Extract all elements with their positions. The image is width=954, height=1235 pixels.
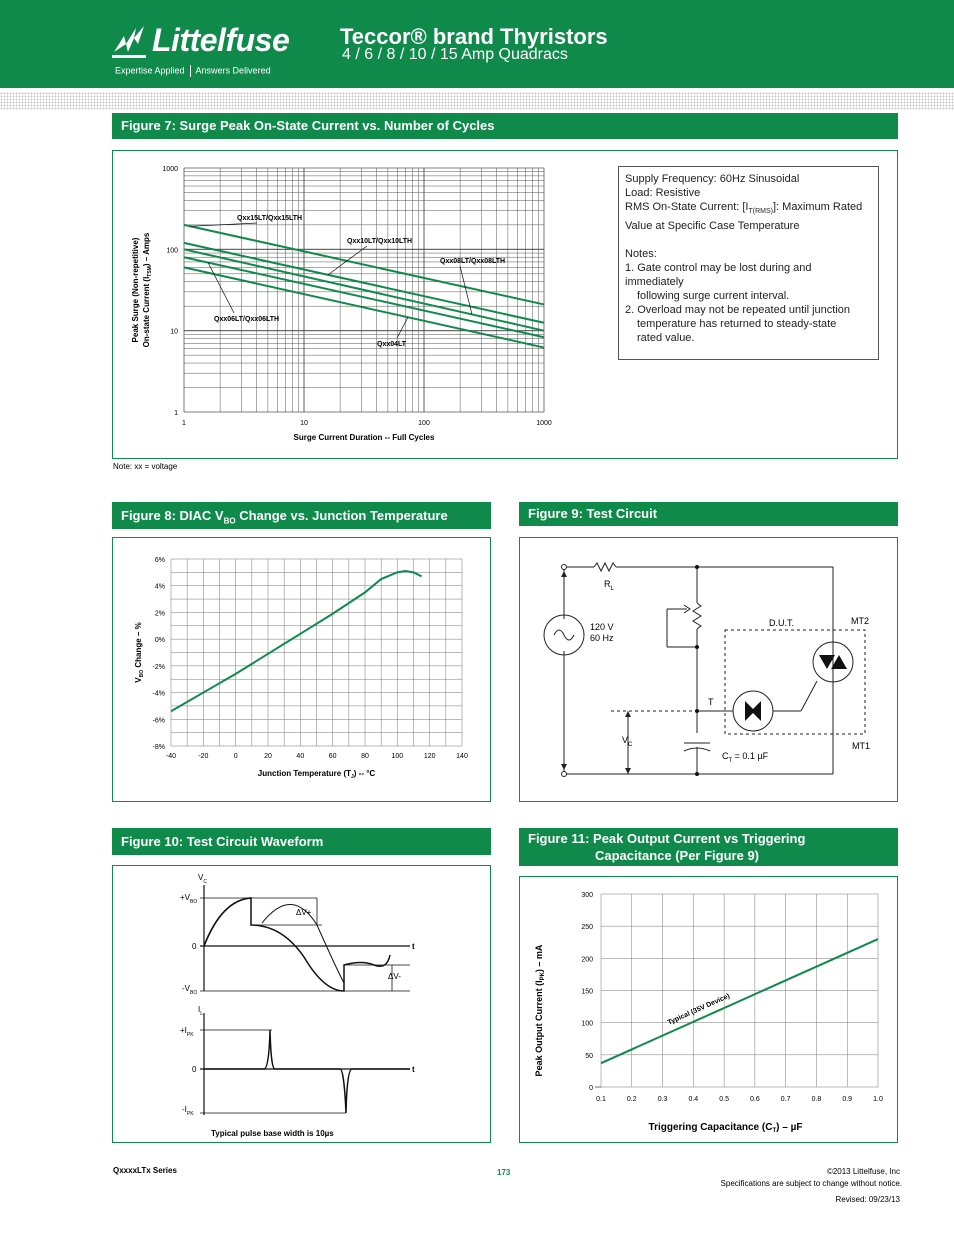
arrow-up-icon [561, 571, 567, 577]
footer-copyright: ©2013 Littelfuse, Inc [826, 1167, 900, 1176]
dut-label: D.U.T. [769, 618, 795, 628]
y-tick-label: 0% [154, 637, 165, 645]
y-tick-label: 0 [589, 1085, 593, 1092]
x-tick-label: 10 [300, 420, 308, 427]
y-tick-label: -6% [152, 717, 165, 725]
tagline-left: Expertise Applied [115, 65, 185, 76]
fig8-title [112, 502, 491, 529]
y-tick-label: 50 [585, 1052, 593, 1060]
vc-label: $V_C$ [198, 873, 207, 885]
ct-label: $C_T = 0.1$ µF [722, 751, 769, 764]
y-tick-label: -8% [152, 744, 165, 751]
y-tick-label: 300 [581, 892, 593, 899]
x-tick-label: 0.6 [750, 1096, 760, 1103]
x-tick-label: 100 [391, 753, 404, 760]
series-line [184, 243, 544, 323]
x-tick-label: -40 [165, 753, 177, 760]
y-tick-label: 6% [154, 557, 165, 564]
note-line: 1. Gate control may be lost during and immediately [625, 262, 812, 289]
y-tick-label: 4% [154, 583, 165, 591]
junction-dot-icon [695, 645, 699, 649]
x-axis-label: Surge Current Duration -- Full Cycles [293, 433, 435, 442]
vc-label: $V_C$ [622, 735, 633, 748]
y-tick-label: 1 [174, 410, 178, 417]
terminal-icon [562, 772, 567, 777]
y-axis-label-part: V [134, 677, 143, 683]
dv-pos-label: ΔV+ [296, 908, 312, 917]
x-tick-label: 0.9 [842, 1096, 853, 1103]
x-tick-label: 60 [328, 753, 337, 760]
page-subtitle: 4 / 6 / 8 / 10 / 15 Amp Quadracs [342, 46, 568, 63]
rl-resistor-icon [594, 563, 616, 571]
tagline-right: Answers Delivered [195, 65, 271, 76]
mt1-label: MT1 [852, 741, 870, 751]
fig7-note-voltage: Note: xx = voltage [113, 462, 178, 471]
note-sub: T(RMS) [748, 208, 773, 216]
arrow-up-icon [625, 711, 631, 717]
x-axis-label-part: ) -- °C [353, 769, 376, 778]
il-label: $I_L$ [198, 1005, 204, 1017]
mt2-label: MT2 [851, 616, 869, 626]
y-axis-label-group [534, 944, 546, 1076]
y-axis-label-part: Change – % [134, 622, 143, 670]
x-tick-label: 140 [456, 753, 468, 760]
x-axis-label [649, 1122, 803, 1134]
current-waveform [204, 1030, 410, 1113]
vbo-pos-label: $+V_{BO}$ [180, 893, 198, 905]
x-tick-label: 0.3 [657, 1096, 668, 1103]
fig11-title-line2: Capacitance (Per Figure 9) [595, 848, 759, 863]
note-line [625, 200, 872, 219]
x-tick-label: 0.7 [780, 1096, 791, 1103]
fig11-chart [519, 876, 898, 1143]
series-label: Qxx06LT/Qxx06LTH [214, 316, 280, 323]
dotted-divider [0, 92, 954, 110]
fig8-title-sub: BO [223, 516, 236, 526]
dv-neg-label: ΔV- [388, 972, 401, 981]
arrow-down-icon [561, 764, 567, 770]
source-frequency-label: 60 Hz [590, 633, 614, 643]
t-label: T [708, 697, 714, 707]
x-tick-label: 0.1 [596, 1096, 606, 1103]
junction-dot-icon [695, 709, 699, 713]
x-tick-label: 120 [423, 753, 436, 760]
littelfuse-logo-icon [112, 22, 148, 60]
terminal-icon [562, 565, 567, 570]
x-tick-label: 0 [233, 753, 238, 760]
y-axis-label: Peak Surge (Non-repetitive) [131, 237, 140, 343]
y-tick-label: 1000 [162, 166, 178, 173]
y-axis-label-part: ) – Amps [142, 232, 151, 267]
series-line [171, 571, 422, 711]
t-label: t [412, 1065, 415, 1074]
note-line: following surge current interval. [637, 290, 790, 303]
voltage-waveform [204, 898, 251, 946]
fig8-title-a: Figure 8: DIAC V [121, 508, 224, 523]
note-text: ]: Maximum Rated [772, 201, 863, 213]
note-line: temperature has returned to steady-state [637, 318, 837, 331]
fig10-caption: Typical pulse base width is 10µs [211, 1129, 334, 1138]
x-axis-label [258, 769, 376, 780]
y-axis-label-sub: PK [540, 972, 546, 981]
zero-label: 0 [192, 942, 197, 951]
x-tick-label: 20 [264, 753, 272, 760]
y-tick-label: 10 [170, 328, 178, 336]
y-axis-label-sub: TSM [147, 266, 153, 277]
leader-line [208, 263, 234, 313]
wire [801, 681, 817, 711]
page-number: 173 [497, 1168, 511, 1177]
footer-series: QxxxxLTx Series [113, 1166, 177, 1175]
page-title: Teccor® brand Thyristors [340, 24, 608, 49]
diac-triangle-icon [751, 701, 761, 721]
y-axis-label-part: On-state Current (I [142, 276, 151, 348]
x-tick-label: 0.5 [719, 1096, 729, 1103]
x-tick-label: 0.2 [626, 1096, 637, 1103]
note-line: Load: Resistive [625, 187, 701, 199]
note-line: Notes: [625, 248, 657, 261]
y-axis-label [534, 944, 546, 1076]
t-label: t [412, 942, 415, 951]
y-axis-label-group [134, 622, 145, 682]
fig10-waveform [112, 865, 491, 1143]
zero-label: 0 [192, 1065, 197, 1074]
note-line: Supply Frequency: 60Hz Sinusoidal [625, 173, 800, 185]
brand-name: Littelfuse [152, 22, 290, 58]
source-voltage-label: 120 V [590, 622, 614, 632]
series-label: Qxx08LT/Qxx08LTH [440, 258, 506, 265]
leader-line [460, 266, 472, 314]
series-label: Typical (35V Device) [666, 992, 731, 1027]
y-axis-label-part: Peak Output Current (I [534, 980, 544, 1077]
x-tick-label: 1 [182, 420, 186, 427]
series-label: Qxx04LT [377, 341, 407, 348]
series-label: Qxx10LT/Qxx10LTH [347, 238, 413, 245]
brand-tagline [115, 65, 271, 77]
x-tick-label: 100 [418, 420, 430, 427]
fig8-title-b: Change vs. Junction Temperature [235, 508, 448, 523]
x-tick-label: 80 [361, 753, 369, 760]
footer-disclaimer: Specifications are subject to change without notice. [720, 1179, 902, 1188]
x-tick-label: 0.8 [811, 1096, 822, 1103]
y-tick-label: -4% [152, 690, 165, 698]
sine-icon [554, 630, 574, 640]
x-axis-label-part: Junction Temperature (T [257, 769, 351, 778]
y-tick-label: -2% [152, 663, 165, 671]
y-tick-label: 2% [154, 610, 165, 618]
x-tick-label: 1.0 [873, 1096, 883, 1103]
y-axis-label-group [131, 232, 153, 347]
fig8-chart [112, 537, 491, 802]
note-line: Value at Specific Case Temperature [625, 220, 800, 233]
y-axis-label-sub: BO [139, 669, 145, 678]
note-line: rated value. [637, 332, 695, 345]
y-tick-label: 150 [581, 988, 593, 996]
fig11-title-line1: Figure 11: Peak Output Current vs Triggering [528, 831, 806, 846]
note-text: RMS On-State Current: [I [625, 201, 749, 213]
potentiometer-icon [693, 603, 701, 629]
fig9-circuit [519, 537, 898, 802]
leader-line [397, 317, 408, 338]
vbo-neg-label: $-V_{BO}$ [182, 984, 198, 996]
fig7-notes [618, 166, 879, 360]
x-tick-label: 40 [296, 753, 305, 760]
x-axis-label-part: Triggering Capacitance (C [648, 1122, 773, 1133]
arrow-down-icon [625, 768, 631, 774]
x-axis-label-sub: T [772, 1128, 777, 1134]
y-tick-label: 200 [581, 956, 593, 964]
fig7-chart [112, 150, 632, 455]
series-line [184, 257, 544, 337]
fig7-title: Figure 7: Surge Peak On-State Current vs. Number of Cycles [112, 113, 898, 139]
footer-revised: Revised: 09/23/13 [835, 1195, 900, 1204]
fig10-title: Figure 10: Test Circuit Waveform [112, 828, 491, 855]
y-axis-label-part: ) – mA [534, 944, 544, 973]
y-tick-label: 100 [581, 1020, 593, 1028]
y-axis-label [142, 232, 153, 347]
x-tick-label: 0.4 [688, 1096, 699, 1103]
y-axis-label [134, 622, 145, 682]
junction-dot-icon [695, 565, 699, 569]
y-tick-label: 250 [581, 924, 593, 932]
note-line: 2. Overload may not be repeated until junction [625, 304, 851, 317]
rl-label: $R_L$ [604, 579, 614, 592]
junction-dot-icon [695, 772, 699, 776]
x-axis-label-part: ) – µF [776, 1122, 803, 1133]
fig9-title: Figure 9: Test Circuit [519, 502, 898, 526]
series-label: Qxx15LT/Qxx15LTH [237, 215, 303, 222]
y-tick-label: 100 [166, 247, 178, 255]
series-line [601, 939, 878, 1063]
x-tick-label: -20 [198, 753, 209, 760]
x-tick-label: 1000 [536, 420, 552, 427]
ipk-neg-label: $-I_{PK}$ [182, 1105, 194, 1117]
x-axis-label-sub: J [351, 774, 354, 780]
series-line [184, 267, 544, 347]
ipk-pos-label: $+I_{PK}$ [180, 1026, 194, 1038]
fig11-title [519, 828, 898, 866]
